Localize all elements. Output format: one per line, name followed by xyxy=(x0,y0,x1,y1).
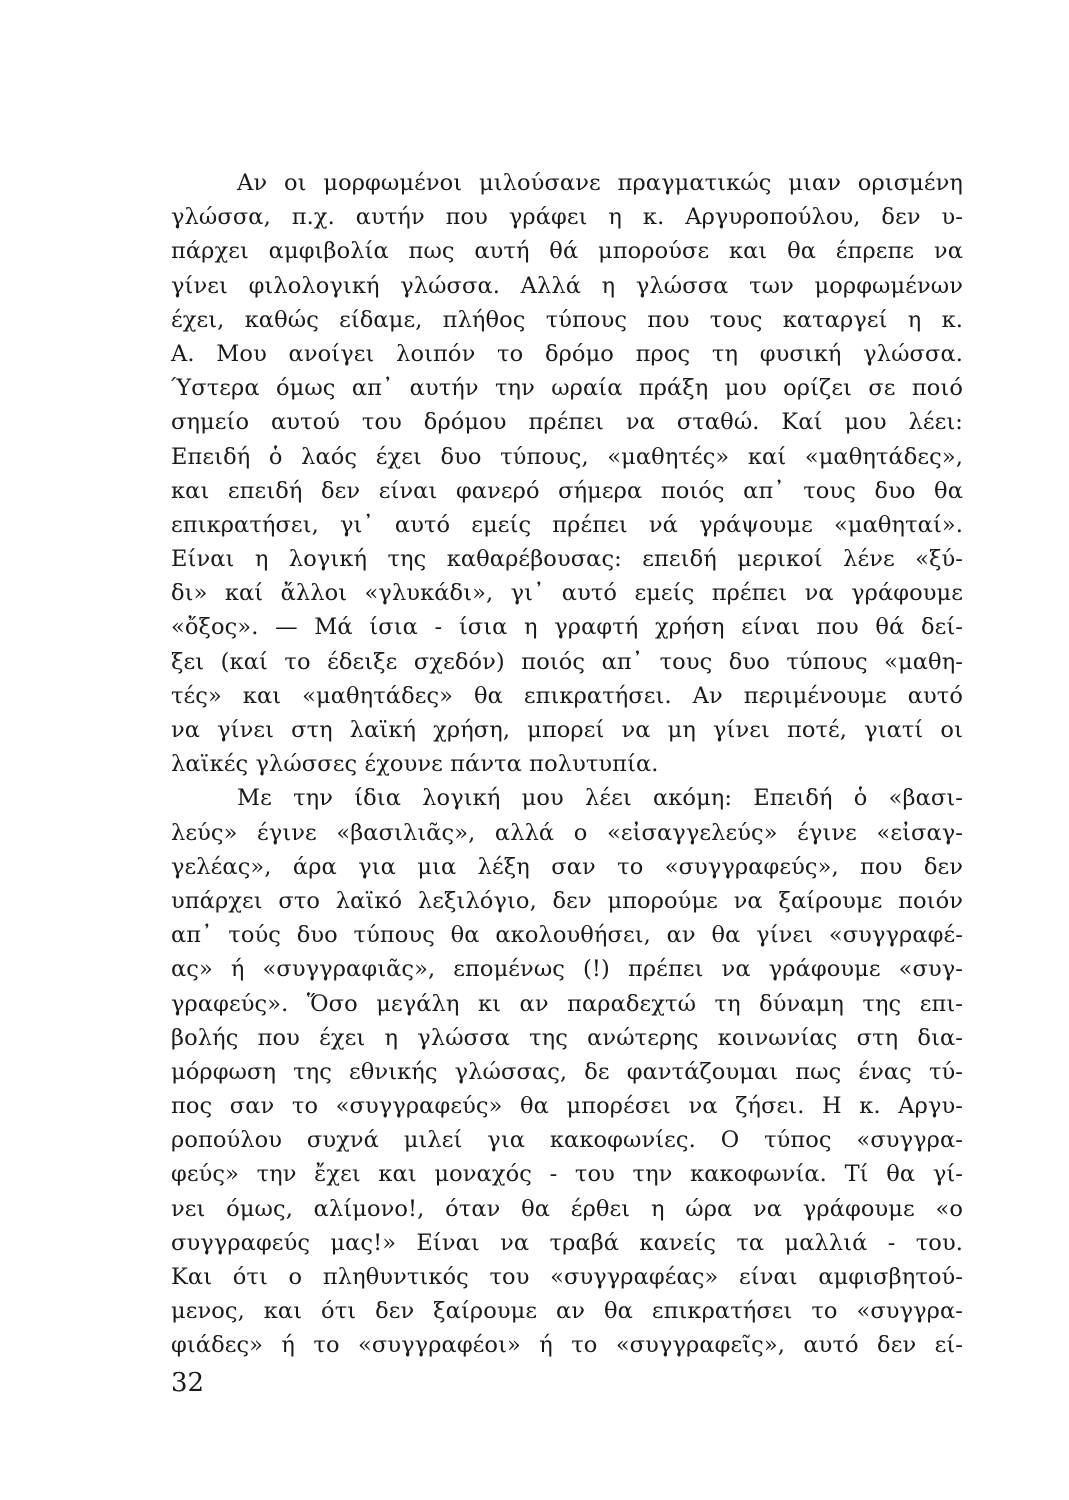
text-line: σημείο αυτού του δρόμου πρέπει να σταθώ. Καί μου λέει: xyxy=(171,409,963,436)
text-line: λεύς» έγινε «βασιλιᾶς», αλλά ο «εἰσαγγελεύς» έγινε «εἰσαγ- xyxy=(171,819,963,846)
text-line: δι» καί ἄλλοι «γλυκάδι», γι᾽ αυτό εμείς πρέπει να γράφουμε xyxy=(171,580,963,607)
text-line: ξει (καί το έδειξε σχεδόν) ποιός απ᾽ τους δυο τύπους «μαθη- xyxy=(171,648,963,675)
text-line: υπάρχει στο λαϊκό λεξιλόγιο, δεν μπορούμε να ξαίρουμε ποιόν xyxy=(171,887,963,914)
text-line: πάρχει αμφιβολία πως αυτή θά μπορούσε και θα έπρεπε να xyxy=(171,238,963,265)
page-number: 32 xyxy=(171,1368,205,1398)
text-line: ροπούλου συχνά μιλεί για κακοφωνίες. Ο τύπος «συγγρα- xyxy=(171,1127,963,1154)
text-line: επικρατήσει, γι᾽ αυτό εμείς πρέπει νά γράψουμε «μαθηταί». xyxy=(171,511,963,538)
text-line: Α. Μου ανοίγει λοιπόν το δρόμο προς τη φυσική γλώσσα. xyxy=(171,340,963,367)
text-line: λαϊκές γλώσσες έχουνε πάντα πολυτυπία. xyxy=(171,751,659,778)
text-line: πος σαν το «συγγραφεύς» θα μπορέσει να ζήσει. Η κ. Αργυ- xyxy=(171,1093,963,1120)
text-line: να γίνει στη λαϊκή χρήση, μπορεί να μη γίνει ποτέ, γιατί οι xyxy=(171,717,963,743)
text-line: και επειδή δεν είναι φανερό σήμερα ποιός απ᾽ τους δυο θα xyxy=(171,477,963,504)
text-line: γελέας», άρα για μια λέξη σαν το «συγγραφεύς», που δεν xyxy=(171,853,963,880)
text-line: φεύς» την ἔχει και μοναχός - του την κακοφωνία. Τί θα γί- xyxy=(171,1161,963,1188)
text-line: «ὄξος». — Μά ίσια - ίσια η γραφτή χρήση είναι που θά δεί- xyxy=(171,614,963,641)
text-line: Αν οι μορφωμένοι μιλούσανε πραγματικώς μιαν ορισμένη xyxy=(237,170,963,196)
text-line: Και ότι ο πληθυντικός του «συγγραφέας» είναι αμφισβητού- xyxy=(171,1264,963,1290)
text-line: Με την ίδια λογική μου λέει ακόμη: Επειδή ὁ «βασι- xyxy=(237,785,963,812)
text-line: μενος, και ότι δεν ξαίρουμε αν θα επικρατήσει το «συγγρα- xyxy=(171,1298,963,1325)
text-line: συγγραφεύς μας!» Είναι να τραβά κανείς τα μαλλιά - του. xyxy=(171,1229,963,1256)
text-line: γλώσσα, π.χ. αυτήν που γράφει η κ. Αργυροπούλου, δεν υ- xyxy=(171,204,963,231)
text-line: απ᾽ τούς δυο τύπους θα ακολουθήσει, αν θα γίνει «συγγραφέ- xyxy=(171,922,963,949)
text-line: Επειδή ὁ λαός έχει δυο τύπους, «μαθητές» καί «μαθητάδες», xyxy=(171,443,963,470)
text-line: φιάδες» ή το «συγγραφέοι» ή το «συγγραφεῖς», αυτό δεν εί- xyxy=(171,1332,963,1359)
text-line: Είναι η λογική της καθαρέβουσας: επειδή μερικοί λένε «ξύ- xyxy=(171,546,963,573)
text-line: ας» ή «συγγραφιᾶς», επομένως (!) πρέπει να γράφουμε «συγ- xyxy=(171,956,963,983)
body-text xyxy=(171,166,963,1363)
paragraph-1 xyxy=(171,166,963,781)
text-line: νει όμως, αλίμονο!, όταν θα έρθει η ώρα να γράφουμε «ο xyxy=(171,1195,963,1222)
paragraph-2 xyxy=(171,781,963,1362)
text-line: τές» και «μαθητάδες» θα επικρατήσει. Αν περιμένουμε αυτό xyxy=(171,682,963,709)
text-line: βολής που έχει η γλώσσα της ανώτερης κοινωνίας στη δια- xyxy=(171,1024,963,1051)
text-line: μόρφωση της εθνικής γλώσσας, δε φαντάζουμαι πως ένας τύ- xyxy=(171,1058,963,1085)
text-line: γίνει φιλολογική γλώσσα. Αλλά η γλώσσα των μορφωμένων xyxy=(171,272,963,299)
text-line: γραφεύς». Ὅσο μεγάλη κι αν παραδεχτώ τη δύναμη της επι- xyxy=(171,990,963,1017)
text-line: έχει, καθώς είδαμε, πλήθος τύπους που τους καταργεί η κ. xyxy=(171,306,963,333)
text-line: Ύστερα όμως απ᾽ αυτήν την ωραία πράξη μου ορίζει σε ποιό xyxy=(171,375,963,402)
